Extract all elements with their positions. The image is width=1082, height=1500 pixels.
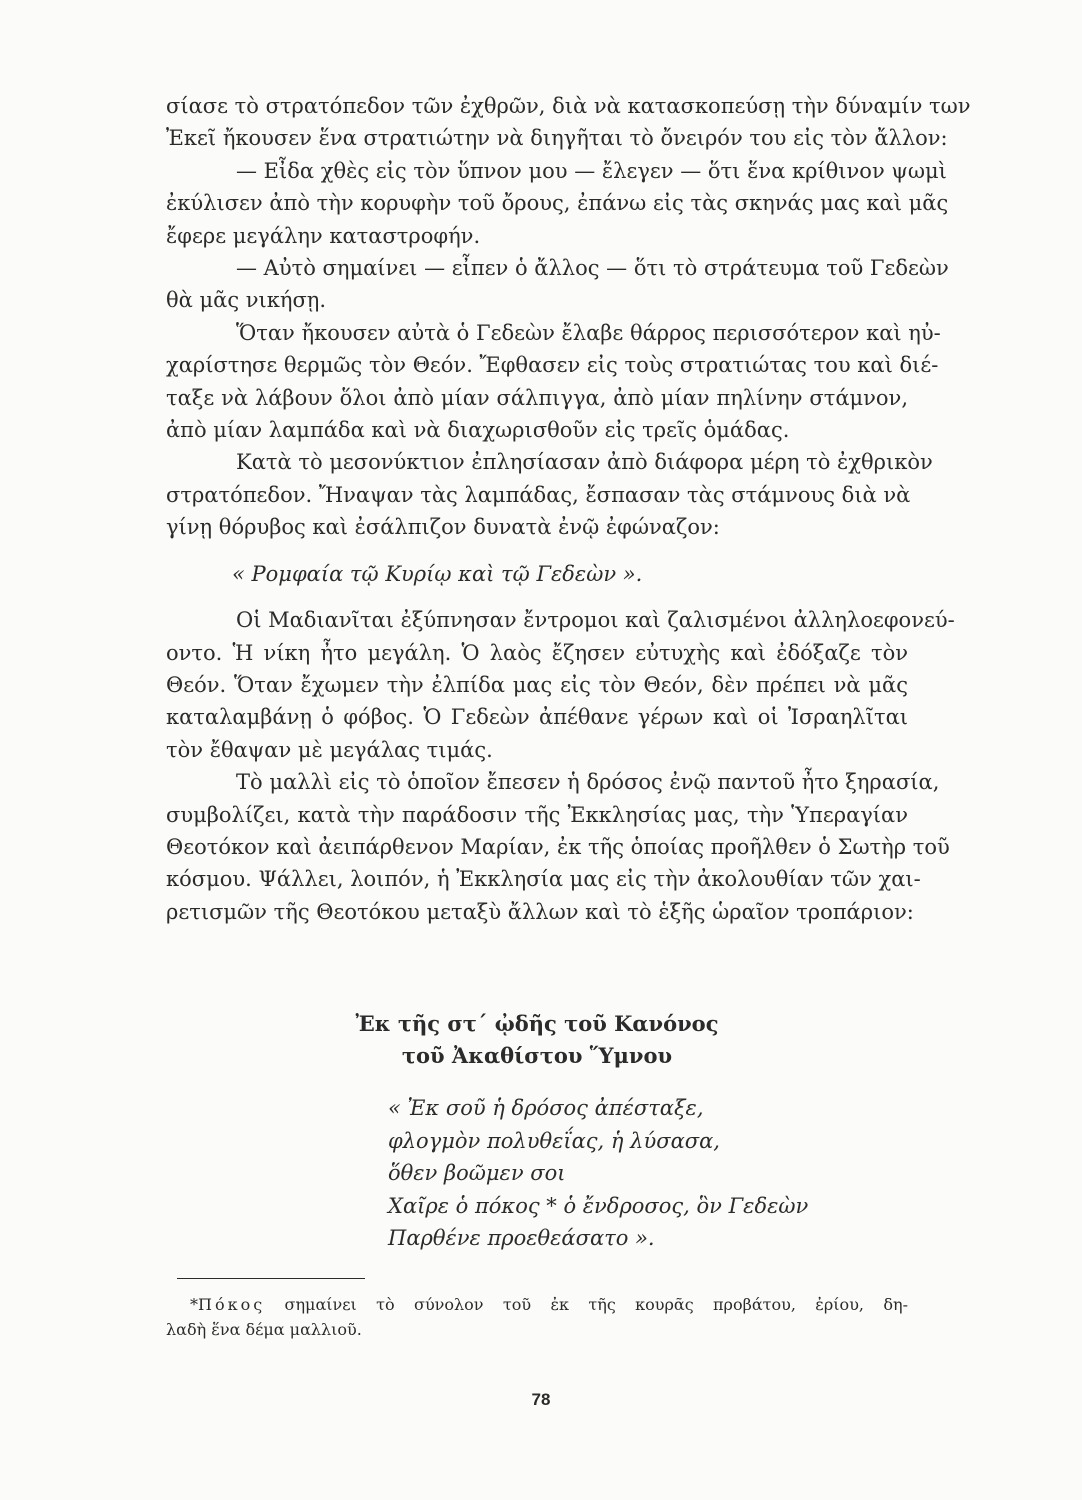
text-line: Κατὰ τὸ μεσονύκτιον ἐπλησίασαν ἀπὸ διάφορα μέρη τὸ ἐχθρικὸν	[236, 450, 933, 475]
hymn-heading	[166, 1008, 908, 1072]
text-line: ἐκύλισεν ἀπὸ τὴν κορυφὴν τοῦ ὄρους, ἐπάνω εἰς τὰς σκηνάς μας καὶ μᾶς	[166, 191, 949, 216]
text-line: Ἐκεῖ ἤκουσεν ἕνα στρατιώτην νὰ διηγῆται τὸ ὄνειρόν του εἰς τὸν ἄλλον:	[166, 126, 948, 151]
text-line: κόσμου. Ψάλλει, λοιπόν, ἡ Ἐκκλησία μας εἰς τὴν ἀκολουθίαν τῶν χαι-	[166, 867, 921, 892]
text-line: θὰ μᾶς νικήσῃ.	[166, 288, 327, 313]
hymn-line: φλογμὸν πολυθεΐας, ἡ λύσασα,	[388, 1128, 720, 1153]
hymn-line: Παρθένε προεθεάσατο ».	[388, 1226, 655, 1250]
footnote-term: Πόκος	[198, 1295, 266, 1314]
text-line: ρετισμῶν τῆς Θεοτόκου μεταξὺ ἄλλων καὶ τὸ ἑξῆς ὡραῖον τροπάριον:	[166, 899, 914, 924]
text-line: τὸν ἔθαψαν μὲ μεγάλας τιμάς.	[166, 737, 493, 762]
footnote	[166, 1292, 908, 1342]
quoted-verse: « Ρομφαία τῷ Κυρίῳ καὶ τῷ Γεδεὼν ».	[232, 561, 643, 586]
hymn-line: « Ἐκ σοῦ ἡ δρόσος ἀπέσταξε,	[388, 1096, 704, 1120]
text-line: γίνῃ θόρυβος καὶ ἐσάλπιζον δυνατὰ ἐνῷ ἐφώναζον:	[166, 515, 720, 540]
hymn-line: ὅθεν βοῶμεν σοι	[388, 1161, 566, 1185]
footnote-divider	[177, 1278, 365, 1279]
footnote-marker: *	[190, 1295, 198, 1314]
footnote-line: λαδὴ ἕνα δέμα μαλλιοῦ.	[166, 1320, 362, 1339]
text-line: ἀπὸ μίαν λαμπάδα καὶ νὰ διαχωρισθοῦν εἰς τρεῖς ὁμάδας.	[166, 418, 790, 443]
body-text	[166, 90, 971, 928]
text-line: Θεόν. Ὅταν ἔχωμεν τὴν ἐλπίδα μας εἰς τὸν Θεόν, δὲν πρέπει νὰ μᾶς	[166, 672, 908, 697]
hymn-line: Χαῖρε ὁ πόκος * ὁ ἔνδροσος, ὃν Γεδεὼν	[388, 1193, 809, 1218]
text-line: χαρίστησε θερμῶς τὸν Θεόν. Ἔφθασεν εἰς τοὺς στρατιώτας του καὶ διέ-	[166, 353, 939, 378]
text-line: Τὸ μαλλὶ εἰς τὸ ὁποῖον ἔπεσεν ἡ δρόσος ἐνῷ παντοῦ ἦτο ξηρασία,	[236, 770, 940, 795]
text-line: — Εἶδα χθὲς εἰς τὸν ὕπνον μου — ἔλεγεν — ὅτι ἕνα κρίθινον ψωμὶ	[236, 158, 947, 183]
text-line: Οἱ Μαδιανῖται ἐξύπνησαν ἔντρομοι καὶ ζαλισμένοι ἀλληλοεφονεύ-	[236, 608, 955, 633]
text-line: Ὅταν ἤκουσεν αὐτὰ ὁ Γεδεὼν ἔλαβε θάρρος περισσότερον καὶ ηὐ-	[236, 320, 941, 345]
heading-line: τοῦ Ἀκαθίστου Ὕμνου	[401, 1043, 673, 1068]
text-line: στρατόπεδον. Ἤναψαν τὰς λαμπάδας, ἔσπασαν τὰς στάμνους διὰ νὰ	[166, 482, 911, 507]
page-number: 78	[531, 1390, 551, 1409]
text-line: οντο. Ἡ νίκη ἦτο μεγάλη. Ὁ λαὸς ἔζησεν εὐτυχὴς καὶ ἐδόξαζε τὸν	[166, 640, 908, 665]
text-line: Θεοτόκον καὶ ἀειπάρθενον Μαρίαν, ἐκ τῆς ὁποίας προῆλθεν ὁ Σωτὴρ τοῦ	[166, 834, 950, 859]
text-line: καταλαμβάνῃ ὁ φόβος. Ὁ Γεδεὼν ἀπέθανε γέρων καὶ οἱ Ἰσραηλῖται	[166, 705, 908, 730]
text-line: ἔφερε μεγάλην καταστροφήν.	[166, 223, 481, 248]
text-line: συμβολίζει, κατὰ τὴν παράδοσιν τῆς Ἐκκλησίας μας, τὴν Ὑπεραγίαν	[166, 802, 908, 827]
footnote-line	[166, 1292, 908, 1317]
text-line: — Αὐτὸ σημαίνει — εἶπεν ὁ ἄλλος — ὅτι τὸ στράτευμα τοῦ Γεδεὼν	[236, 256, 949, 281]
footnote-text: σημαίνει τὸ σύνολον τοῦ ἐκ τῆς κουρᾶς προβάτου, ἐρίου, δη-	[284, 1295, 908, 1314]
heading-line: Ἐκ τῆς στ΄ ᾠδῆς τοῦ Κανόνος	[355, 1011, 719, 1036]
text-line: ταξε νὰ λάβουν ὅλοι ἀπὸ μίαν σάλπιγγα, ἀπὸ μίαν πηλίνην στάμνον,	[166, 385, 908, 410]
hymn-verse	[388, 1092, 808, 1255]
text-line: σίασε τὸ στρατόπεδον τῶν ἐχθρῶν, διὰ νὰ κατασκοπεύσῃ τὴν δύναμίν των	[166, 94, 971, 118]
